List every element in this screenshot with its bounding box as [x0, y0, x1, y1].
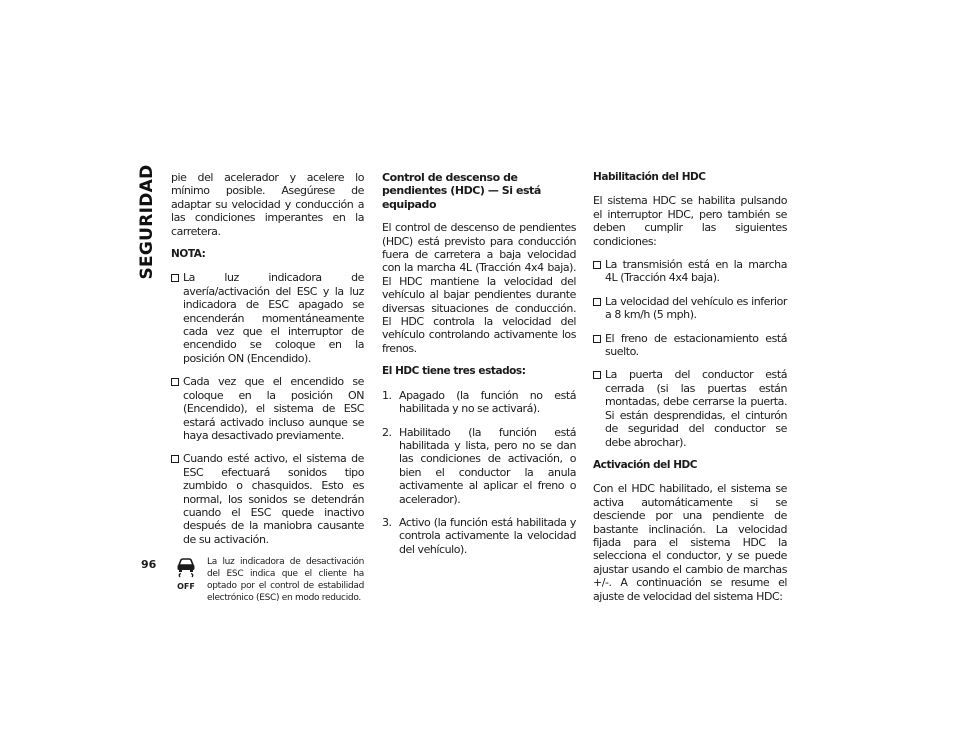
- list-item: La transmisión está en la marcha 4L (Tracción 4x4 baja).: [593, 258, 787, 285]
- list-item: [382, 516, 576, 556]
- list-item-number: 3.: [382, 515, 392, 529]
- car-skid-icon: [173, 556, 199, 578]
- section-tab-label: SEGURIDAD: [137, 164, 157, 280]
- page-number: 96: [141, 558, 157, 571]
- section-tab: [136, 164, 158, 280]
- column-2: [382, 171, 576, 566]
- esc-off-icon-label: OFF: [177, 581, 195, 591]
- conditions-list: [593, 258, 787, 449]
- hdc-paragraph: El control de descenso de pendientes (HDC) está previsto para conducción fuera de carretera a baja velocidad con la marcha 4L (Tracción 4x4 baja). El HDC mantiene la velocidad del vehículo al bajar pendientes durante diversas situaciones de conducción. El HDC controla la velocidad del vehículo controlando activamente los frenos.: [382, 221, 576, 355]
- list-item: [382, 389, 576, 416]
- intro-paragraph: pie del acelerador y acelere lo mínimo posible. Asegúrese de adaptar su velocidad y conducción a las condiciones imperantes en la carretera.: [171, 171, 364, 238]
- list-item-number: 2.: [382, 425, 392, 439]
- list-item: El freno de estacionamiento está suelto.: [593, 332, 787, 359]
- list-item: La velocidad del vehículo es inferior a 8 km/h (5 mph).: [593, 295, 787, 322]
- column-3: [593, 171, 787, 613]
- enable-heading: Habilitación del HDC: [593, 171, 706, 183]
- list-item-text: Habilitado (la función está habilitada y lista, pero no se dan las condiciones de activación, o bien el conductor la anula activamente al aplicar el freno o acelerador).: [399, 425, 576, 506]
- esc-off-icon: [171, 556, 201, 593]
- column-1: [171, 171, 364, 604]
- list-item-text: Apagado (la función no está habilitada y no se activará).: [399, 388, 576, 416]
- activation-paragraph: Con el HDC habilitado, el sistema se activa automáticamente si se desciende por una pendiente de bastante inclinación. La velocidad fijada para el sistema HDC la selecciona el conductor, y se puede ajustar usando el cambio de marchas +/-. A continuación se resume el ajuste de velocidad del sistema HDC:: [593, 482, 787, 603]
- list-item: [382, 426, 576, 506]
- enable-paragraph: El sistema HDC se habilita pulsando el interruptor HDC, pero también se deben cumplir las siguientes condiciones:: [593, 194, 787, 248]
- hdc-heading: Control de descenso de pendientes (HDC) — Si está equipado: [382, 171, 541, 211]
- list-item: La luz indicadora de avería/activación del ESC y la luz indicadora de ESC apagado se encenderán momentáneamente cada vez que el interruptor de encendido se coloque en la posición ON (Encendido).: [171, 271, 364, 365]
- activation-heading: Activación del HDC: [593, 458, 698, 471]
- list-item-text: Activo (la función está habilitada y controla activamente la velocidad del vehículo).: [399, 515, 576, 556]
- states-heading: El HDC tiene tres estados:: [382, 365, 526, 378]
- states-list: [382, 389, 576, 556]
- list-item-number: 1.: [382, 388, 392, 402]
- indicator-note: [171, 556, 364, 604]
- list-item: La puerta del conductor está cerrada (si las puertas están montadas, debe cerrarse la puerta. Si están desprendidas, el cinturón de seguridad del conductor se debe abrochar).: [593, 368, 787, 448]
- list-item: Cuando esté activo, el sistema de ESC efectuará sonidos tipo zumbido o chasquidos. Esto es normal, los sonidos se detendrán cuando el ESC quede inactivo después de la maniobra causante de su activación.: [171, 452, 364, 546]
- note-bullet-list: [171, 271, 364, 546]
- indicator-caption: La luz indicadora de desactivación del ESC indica que el cliente ha optado por el control de estabilidad electrónico (ESC) en modo reducido.: [207, 557, 364, 604]
- note-label: NOTA:: [171, 248, 206, 261]
- list-item: Cada vez que el encendido se coloque en la posición ON (Encendido), el sistema de ESC estará activado incluso aunque se haya desactivado previamente.: [171, 375, 364, 442]
